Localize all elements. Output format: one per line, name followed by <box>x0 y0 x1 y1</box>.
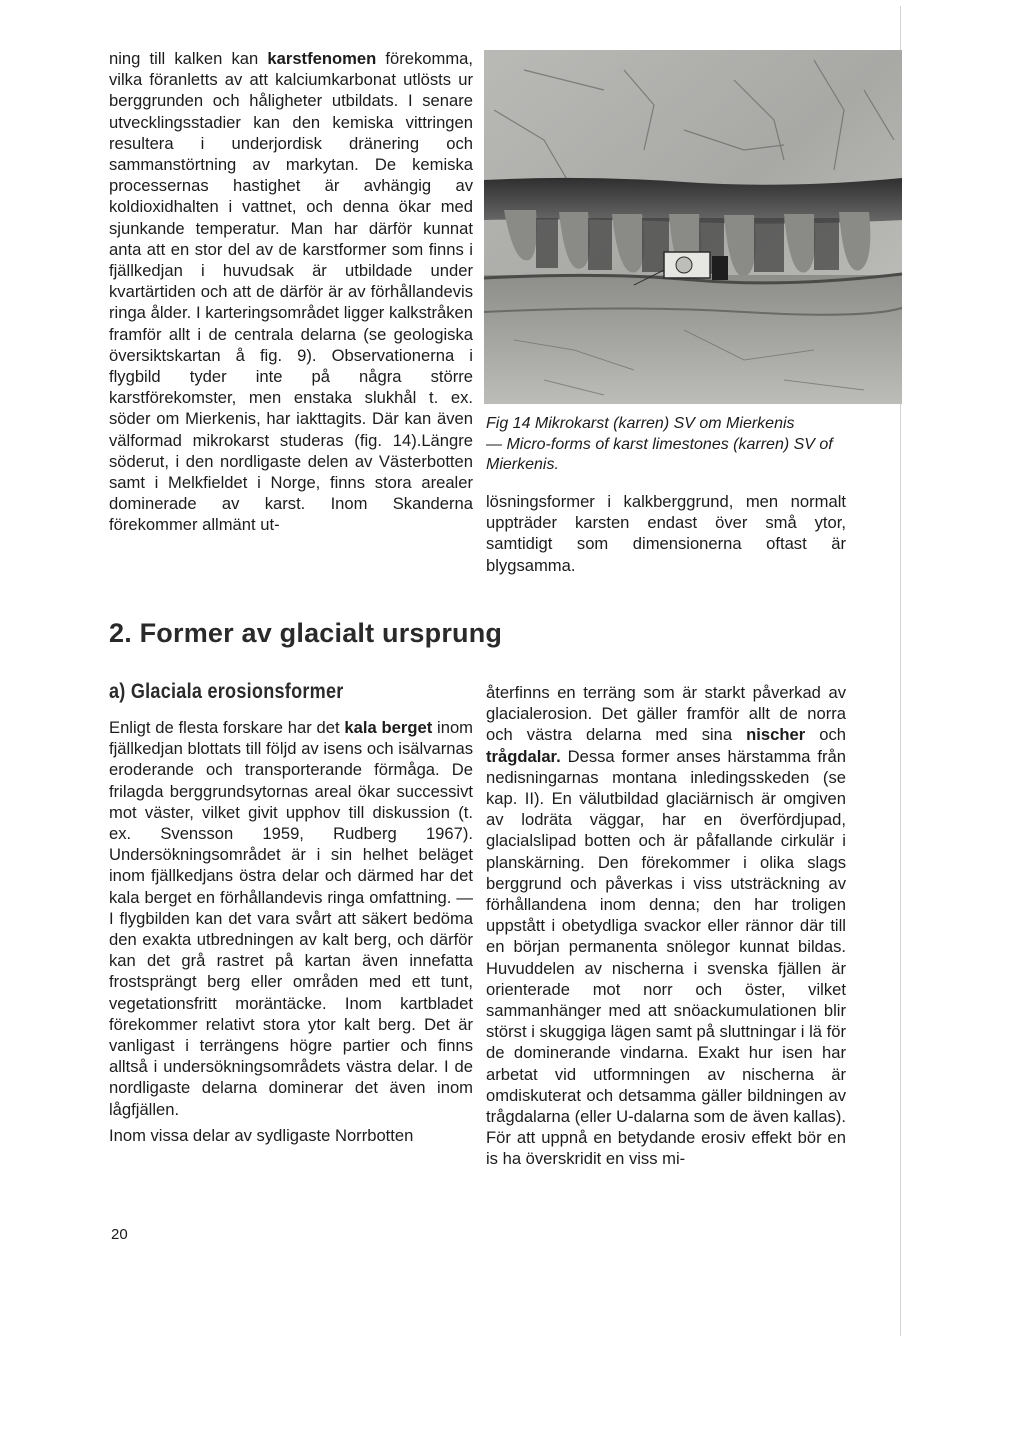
bare-rock-paragraph <box>109 717 473 1146</box>
figure-caption-swedish: Fig 14 Mikrokarst (karren) SV om Mierkenis <box>486 415 795 432</box>
solution-forms-text: lösningsformer i kalkberggrund, men normalt uppträder karsten endast över små ytor, samtidigt som dimensionerna oftast är blygsamma. <box>486 492 846 575</box>
term-tragdalar: trågdalar. <box>486 746 561 766</box>
norrbotten-text: Inom vissa delar av sydligaste Norrbotten <box>109 1125 414 1145</box>
solution-forms-paragraph <box>486 491 846 576</box>
karren-photo-drawing <box>484 50 902 404</box>
term-karstfenomen: karstfenomen <box>267 49 377 68</box>
karst-paragraph <box>109 48 473 536</box>
term-nischer: nischer <box>746 725 806 745</box>
glacial-erosion-paragraph <box>486 682 846 1170</box>
subsection-title: a) Glaciala erosionsformer <box>109 680 344 703</box>
karst-paragraph-text: ning till kalken kan karstfenomen förekomma, vilka föranletts av att kalciumkarbonat utlösts ur berggrunden och håligheter utbildats. I senare utvecklingsstadier kan den kemiska vittringen resultera i underjordisk dränering och sammanstörtning av markytan. De kemiska processernas hastighet är avhängig av koldioxidhalten i vattnet, och denna ökar med sjunkande temperatur. Man har därför kunnat anta att en stor del av de karstformer som finns i fjällkedjan i huvudsak är utbildade under kvartärtiden och att de därför är av förhållandevis ringa ålder. I karteringsområdet ligger kalkstråken framför allt i de centrala delarna (se geologiska översiktskartan å fig. 9). Observationerna i flygbild tyder inte på några större karstförekomster, men enstaka slukhål t. ex. söder om Mierkenis, har iakttagits. Där kan även välformad mikrokarst studeras (fig. 14).Längre söderut, i den nordligaste delen av Västerbotten samt i Melkfieldet i Norge, finns stora arealer dominerade av karst. Inom Skanderna förekommer allmänt ut- <box>109 49 473 535</box>
karren-photo <box>484 50 902 404</box>
figure-caption-english: — Micro-forms of karst limestones (karren) SV of Mierkenis. <box>486 435 833 473</box>
term-kala-berget: kala berget <box>344 718 433 737</box>
section-title: 2. Former av glacialt ursprung <box>109 618 503 648</box>
glacial-erosion-text: återfinns en terräng som är starkt påverkad av glacialerosion. Det gäller framför allt de norra och västra delarna med sina nischer och trågdalar. Dessa former anses härstamma från nedisningarnas montana inledingsskeden (se kap. II). En välutbildad glaciärnisch är omgiven av lodräta väggar, har en överfördjupad, glacialslipad botten och är påfallande cirkulär i planskärning. Den förekommer i olika slags berggrund och påverkas i viss utsträckning av förhållandena inom denna; den har troligen uppstått i obetydliga svackor eller rännor där till en början permanenta snölegor kunnat bildas. Huvuddelen av nischerna i svenska fjällen är orienterade mot norr och öster, vilket sammanhänger med att snöackumulationen blir störst i skuggiga lägen samt på sluttningar i lä för de dominerande vindarna. Exakt hur isen har arbetat vid utformningen av nischerna är omdiskuterat och detsamma gäller bildningen av trågdalarna (eller U-dalarna som de även kallas). För att uppnå en betydande erosiv effekt bör en is ha överskridit en viss mi- <box>486 683 846 1169</box>
page-number: 20 <box>111 1226 128 1243</box>
figure-caption <box>486 414 886 476</box>
bare-rock-text: Enligt de flesta forskare har det kala berget inom fjällkedjan blottats till följd av isens och isälvarnas eroderande och transporterande förmåga. De frilagda berggrundsytornas areal ökar successivt mot väster, vilket givit upphov till diskussion (t. ex. Svensson 1959, Rudberg 1967). Undersökningsområdet är i sin helhet beläget inom fjällkedjans östra delar och därmed har det kala berget en förhållandevis ringa omfattning. — I flygbilden kan det vara svårt att säkert bedöma den exakta utbredningen av kalt berg, och därför kan det grå rastret på kartan även innefatta frostsprängt berg eller områden med ett tunt, vegetationsfritt moräntäcke. Inom kartbladet förekommer relativt stora ytor kalt berg. Det är vanligast i terrängens högre partier och finns alltså i undersökningsområdets västra delar. I de nordligaste delarna dominerar det även inom lågfjällen. <box>109 718 473 1119</box>
